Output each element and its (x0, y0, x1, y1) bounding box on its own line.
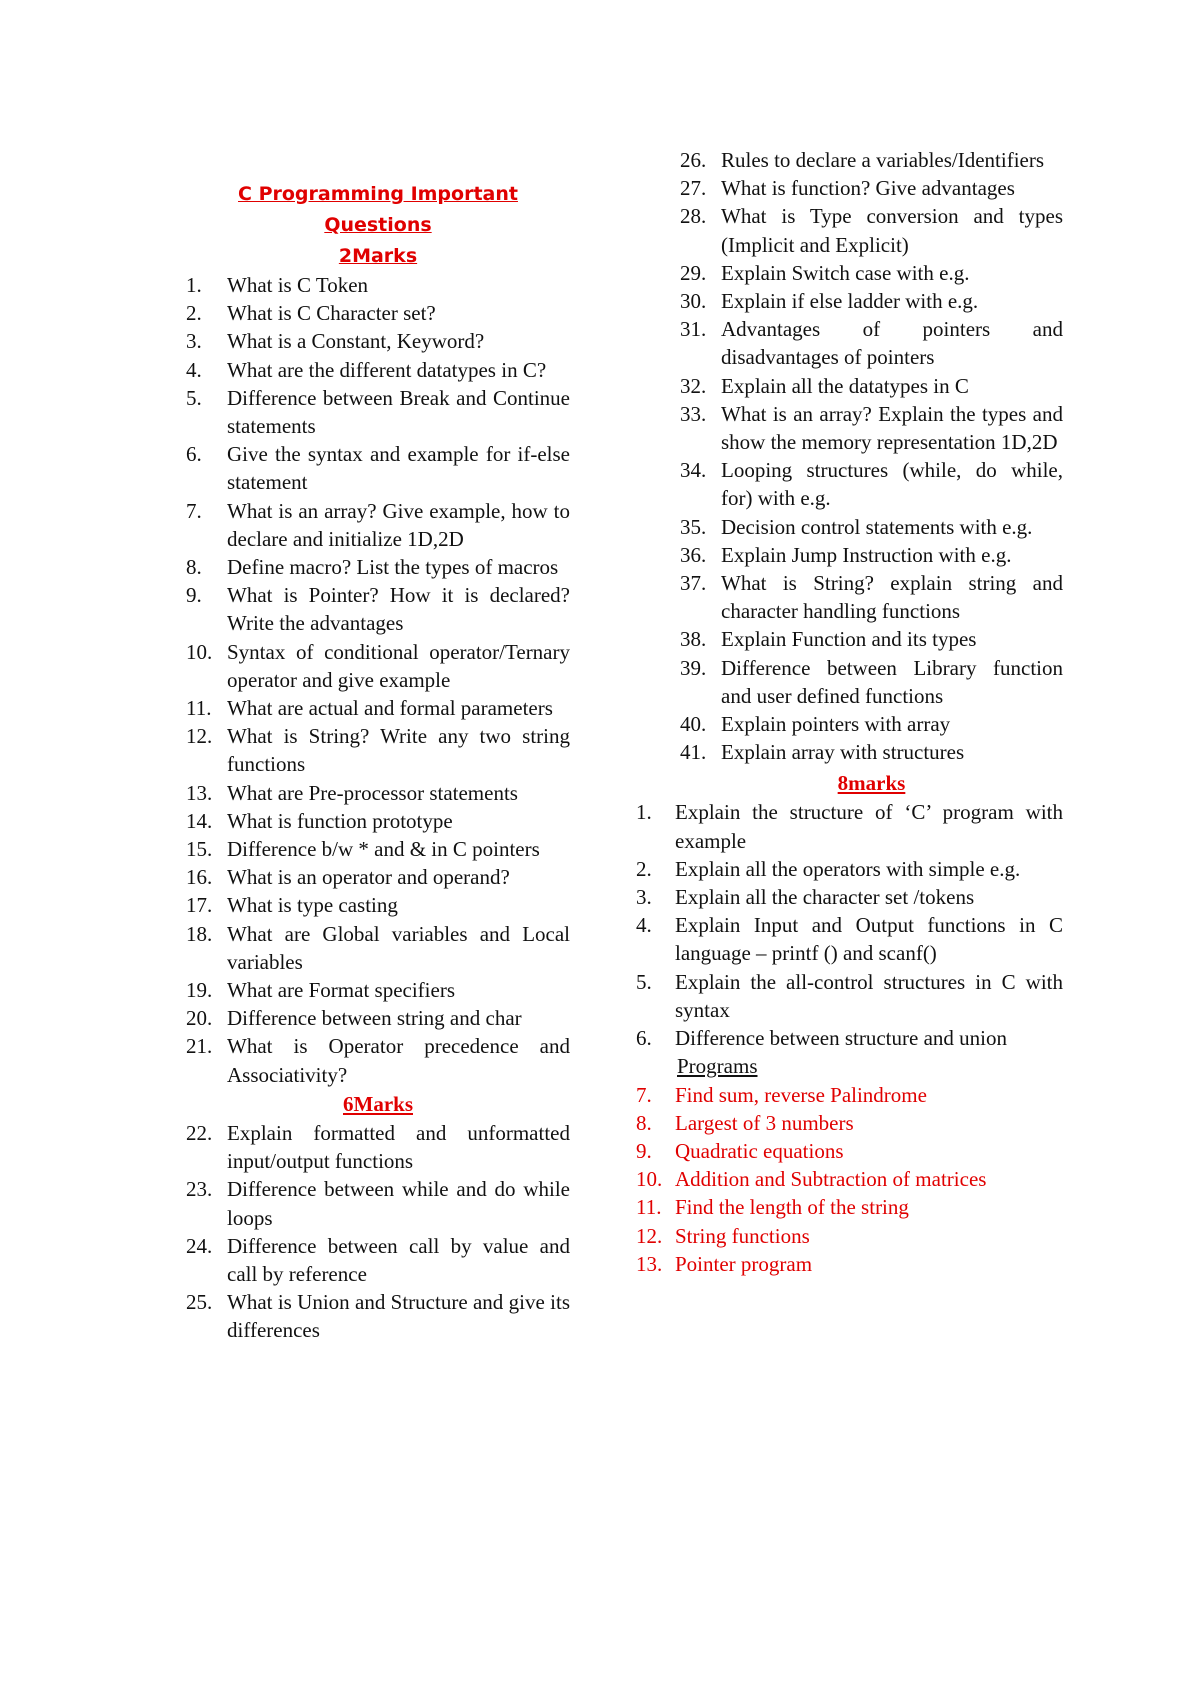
question-text: What is function? Give advantages (721, 176, 1015, 201)
question-number: 41. (680, 740, 707, 765)
question-number: 35. (680, 514, 707, 539)
question-item (680, 400, 1063, 456)
question-text: Explain Input and Output functions in C language – printf () and scanf() (675, 913, 1063, 966)
question-item (680, 710, 1063, 738)
question-item (186, 581, 570, 637)
question-item (186, 891, 570, 919)
question-text: Decision control statements with e.g. (721, 514, 1033, 539)
question-text: Syntax of conditional operator/Ternary operator and give example (227, 639, 570, 692)
question-number: 7. (636, 1082, 652, 1107)
question-number: 8. (186, 555, 202, 580)
question-text: What is Operator precedence and Associativity? (227, 1034, 570, 1087)
question-number: 24. (186, 1233, 213, 1258)
question-text: Looping structures (while, do while, for) with e.g. (721, 458, 1063, 511)
eight-marks-question-list (636, 798, 1063, 1277)
question-number: 18. (186, 921, 213, 946)
question-number: 4. (186, 357, 202, 382)
question-number: 1. (636, 800, 652, 825)
question-number: 8. (636, 1110, 652, 1135)
question-text: Difference between call by value and call by reference (227, 1233, 570, 1286)
question-number: 31. (680, 317, 707, 342)
question-text: Explain formatted and unformatted input/output functions (227, 1120, 570, 1174)
question-number: 36. (680, 542, 707, 567)
six-marks-question-list (186, 1119, 570, 1345)
question-item (186, 327, 570, 355)
question-text: Difference b/w * and & in C pointers (227, 837, 540, 862)
question-number: 12. (636, 1223, 663, 1248)
question-item (680, 174, 1063, 202)
question-item (636, 1193, 1063, 1221)
two-marks-question-list (186, 271, 570, 1089)
question-text: Difference between Break and Continue statements (227, 385, 570, 439)
question-number: 4. (636, 913, 652, 938)
question-number: 22. (186, 1120, 213, 1145)
section-2marks-heading: 2Marks (338, 245, 418, 267)
question-item (186, 1288, 570, 1344)
question-item (636, 1109, 1063, 1137)
question-number: 5. (186, 385, 202, 410)
question-item (680, 146, 1063, 174)
question-number: 10. (636, 1167, 663, 1192)
question-number: 9. (636, 1138, 652, 1163)
question-item (186, 863, 570, 891)
question-number: 17. (186, 893, 213, 918)
left-column (186, 0, 570, 1345)
question-text: What is Union and Structure and give its differences (227, 1290, 570, 1343)
question-text: What are actual and formal parameters (227, 696, 553, 721)
question-item (680, 654, 1063, 710)
question-text: What are Pre-processor statements (227, 780, 518, 805)
question-item (636, 1222, 1063, 1250)
question-number: 13. (636, 1251, 663, 1276)
question-text: Quadratic equations (675, 1138, 844, 1163)
question-item (186, 722, 570, 778)
question-number: 20. (186, 1006, 213, 1031)
question-text: Difference between structure and union (675, 1026, 1007, 1051)
question-item (636, 1081, 1063, 1109)
question-item (186, 694, 570, 722)
question-number: 3. (636, 885, 652, 910)
question-number: 37. (680, 571, 707, 596)
question-number: 3. (186, 329, 202, 354)
question-text: Explain Switch case with e.g. (721, 260, 970, 285)
question-number: 30. (680, 289, 707, 314)
question-number: 28. (680, 204, 707, 229)
question-text: Largest of 3 numbers (675, 1110, 854, 1135)
question-text: String functions (675, 1223, 810, 1248)
question-text: What is C Token (227, 273, 369, 297)
question-item (186, 440, 570, 496)
question-number: 27. (680, 176, 707, 201)
question-text: Explain Jump Instruction with e.g. (721, 542, 1012, 567)
question-item (186, 835, 570, 863)
question-text: Find sum, reverse Palindrome (675, 1082, 927, 1107)
question-number: 5. (636, 969, 652, 994)
question-item (680, 456, 1063, 512)
question-text: What is an array? Explain the types and show the memory representation 1D,2D (721, 401, 1063, 455)
question-item (186, 779, 570, 807)
question-number: 23. (186, 1177, 213, 1202)
question-number: 6. (636, 1026, 652, 1051)
question-item (680, 287, 1063, 315)
section-6marks-heading: 6Marks (343, 1091, 413, 1116)
question-text: What are the different datatypes in C? (227, 357, 547, 382)
section-8marks-heading: 8marks (837, 771, 906, 796)
question-text: Difference between while and do while loops (227, 1177, 570, 1230)
question-item (636, 1165, 1063, 1193)
question-item (186, 1232, 570, 1288)
question-number: 32. (680, 373, 707, 398)
question-item (636, 883, 1063, 911)
question-text: What is Type conversion and types (Implicit and Explicit) (721, 204, 1063, 257)
question-text: Explain Function and its types (721, 627, 977, 652)
question-number: 6. (186, 442, 202, 467)
question-number: 11. (636, 1195, 662, 1220)
page-title: C Programming Important Questions (238, 183, 518, 236)
question-text: Explain the structure of ‘C’ program with example (675, 800, 1063, 853)
question-number: 33. (680, 401, 707, 426)
question-text: What is Pointer? How it is declared? Write the advantages (227, 583, 570, 636)
question-number: 39. (680, 655, 707, 680)
question-number: 2. (636, 856, 652, 881)
question-item (636, 911, 1063, 967)
question-item (680, 202, 1063, 258)
question-text: What is function prototype (227, 808, 453, 833)
question-item (186, 497, 570, 553)
question-text: Explain the all-control structures in C with syntax (675, 969, 1063, 1022)
question-text: What is a Constant, Keyword? (227, 329, 485, 354)
programs-heading: Programs (677, 1054, 758, 1079)
question-item (186, 1175, 570, 1231)
question-item (680, 259, 1063, 287)
question-item (186, 271, 570, 299)
question-number: 21. (186, 1034, 213, 1059)
question-number: 2. (186, 301, 202, 326)
question-item (680, 315, 1063, 371)
question-number: 9. (186, 583, 202, 608)
question-item (186, 384, 570, 440)
question-number: 29. (680, 260, 707, 285)
question-text: Define macro? List the types of macros (227, 555, 559, 580)
question-text: Addition and Subtraction of matrices (675, 1167, 987, 1192)
question-number: 11. (186, 696, 212, 721)
question-item (636, 968, 1063, 1024)
question-number: 34. (680, 458, 707, 483)
question-number: 14. (186, 808, 213, 833)
question-text: What is String? explain string and character handling functions (721, 571, 1063, 624)
question-text: What is an operator and operand? (227, 865, 510, 890)
question-number: 10. (186, 639, 213, 664)
question-item (636, 798, 1063, 854)
question-item (186, 1004, 570, 1032)
question-item (186, 299, 570, 327)
question-item (636, 855, 1063, 883)
question-number: 12. (186, 724, 213, 749)
question-text: What is an array? Give example, how to declare and initialize 1D,2D (227, 498, 570, 551)
question-text: Explain all the character set /tokens (675, 885, 975, 910)
question-item (186, 976, 570, 1004)
question-item (186, 553, 570, 581)
question-number: 13. (186, 780, 213, 805)
question-text: What is C Character set? (227, 301, 436, 326)
question-text: Difference between Library function and user defined functions (721, 655, 1063, 708)
question-text: Rules to declare a variables/Identifiers (721, 148, 1045, 172)
question-item (680, 569, 1063, 625)
question-text: What are Global variables and Local variables (227, 921, 570, 974)
right-question-list (680, 146, 1063, 766)
question-item (186, 356, 570, 384)
question-text: Find the length of the string (675, 1195, 909, 1220)
question-number: 40. (680, 712, 707, 737)
question-text: What is String? Write any two string functions (227, 724, 570, 777)
question-text: Explain all the operators with simple e.g. (675, 856, 1021, 881)
question-item (186, 807, 570, 835)
question-text: Difference between string and char (227, 1006, 522, 1031)
question-number: 26. (680, 148, 707, 172)
right-column (636, 0, 1063, 1278)
question-text: What are Format specifiers (227, 978, 455, 1003)
question-item (680, 513, 1063, 541)
question-number: 38. (680, 627, 707, 652)
question-number: 25. (186, 1290, 213, 1315)
question-text: Explain all the datatypes in C (721, 373, 969, 398)
question-text: Pointer program (675, 1251, 813, 1276)
question-item (186, 1119, 570, 1175)
question-text: Explain array with structures (721, 740, 965, 765)
question-item (680, 738, 1063, 766)
question-number: 7. (186, 498, 202, 523)
question-item (186, 920, 570, 976)
question-item (186, 1032, 570, 1088)
question-item (680, 541, 1063, 569)
question-item (680, 625, 1063, 653)
question-text: What is type casting (227, 893, 398, 918)
question-number: 16. (186, 865, 213, 890)
question-text: Advantages of pointers and disadvantages of pointers (721, 317, 1063, 370)
question-item (680, 372, 1063, 400)
question-item (636, 1024, 1063, 1052)
question-item (636, 1250, 1063, 1278)
question-item (186, 638, 570, 694)
question-text: Explain pointers with array (721, 712, 951, 737)
question-item (636, 1137, 1063, 1165)
question-number: 1. (186, 273, 202, 297)
question-text: Give the syntax and example for if-else statement (227, 442, 570, 495)
question-number: 15. (186, 837, 213, 862)
question-number: 19. (186, 978, 213, 1003)
question-text: Explain if else ladder with e.g. (721, 289, 979, 314)
